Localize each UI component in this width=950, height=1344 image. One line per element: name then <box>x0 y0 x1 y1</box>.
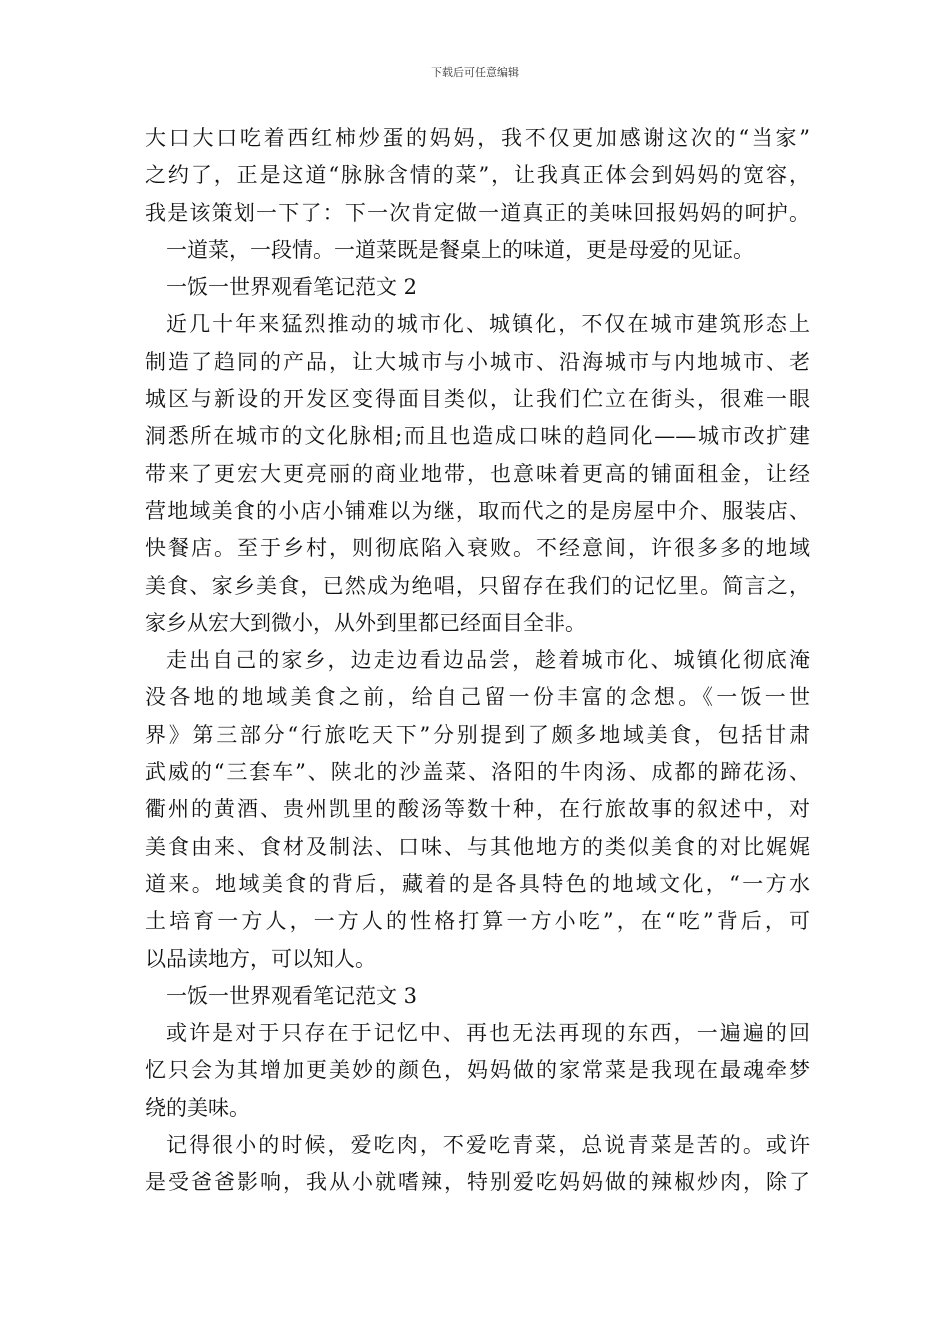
text-line: 美食、家乡美食，已然成为绝唱，只留存在我们的记忆里。简言之， <box>145 573 810 598</box>
text-line: 武威的“三套车”、陕北的沙盖菜、洛阳的牛肉汤、成都的蹄花汤、 <box>145 760 810 785</box>
text-line: 城区与新设的开发区变得面目类似，让我们伫立在街头，很难一眼 <box>145 387 810 412</box>
text-line: 走出自己的家乡，边走边看边品尝，趁着城市化、城镇化彻底淹 <box>166 648 810 673</box>
text-line: 衢州的黄酒、贵州凯里的酸汤等数十种，在行旅故事的叙述中，对 <box>145 797 810 822</box>
text-line: 美食由来、食材及制法、口味、与其他地方的类似美食的对比娓娓 <box>145 834 810 859</box>
text-line: 近几十年来猛烈推动的城市化、城镇化，不仅在城市建筑形态上 <box>166 312 810 337</box>
text-line: 家乡从宏大到微小，从外到里都已经面目全非。 <box>145 610 586 635</box>
text-line: 道来。地域美食的背后，藏着的是各具特色的地域文化，“一方水 <box>145 871 810 896</box>
body-text <box>145 120 810 1202</box>
text-line: 快餐店。至于乡村，则彻底陷入衰败。不经意间，许很多多的地域 <box>145 536 810 561</box>
text-line: 或许是对于只存在于记忆中、再也无法再现的东西，一遍遍的回 <box>166 1021 810 1046</box>
text-line: 是受爸爸影响，我从小就嗜辣，特别爱吃妈妈做的辣椒炒肉，除了 <box>145 1170 810 1195</box>
text-line: 大口大口吃着西红柿炒蛋的妈妈，我不仅更加感谢这次的“当家” <box>145 126 810 150</box>
text-line: 营地域美食的小店小铺难以为继，取而代之的是房屋中介、服装店、 <box>145 498 810 523</box>
text-line: 以品读地方，可以知人。 <box>145 946 376 971</box>
text-line: 一道菜，一段情。一道菜既是餐桌上的味道，更是母爱的见证。 <box>166 237 754 262</box>
text-line: 忆只会为其增加更美妙的颜色，妈妈做的家常菜是我现在最魂牵梦 <box>145 1058 810 1083</box>
text-line: 记得很小的时候，爱吃肉，不爱吃青菜，总说青菜是苦的。或许 <box>166 1133 810 1158</box>
page-header: 下载后可任意编辑 <box>431 66 519 79</box>
text-line: 制造了趋同的产品，让大城市与小城市、沿海城市与内地城市、老 <box>145 349 810 374</box>
text-line: 我是该策划一下了：下一次肯定做一道真正的美味回报妈妈的呵护。 <box>145 200 810 225</box>
text-line: 绕的美味。 <box>145 1095 250 1120</box>
text-line: 没各地的地域美食之前，给自己留一份丰富的念想。《一饭一世 <box>145 685 810 710</box>
text-line: 界》第三部分“行旅吃天下”分别提到了颇多地域美食，包括甘肃 <box>145 722 810 747</box>
text-line: 之约了，正是这道“脉脉含情的菜”，让我真正体会到妈妈的宽容， <box>145 163 810 188</box>
section-heading: 一饭一世界观看笔记范文 3 <box>166 983 418 1008</box>
section-heading: 一饭一世界观看笔记范文 2 <box>166 275 418 300</box>
text-line: 带来了更宏大更亮丽的商业地带，也意味着更高的铺面租金，让经 <box>145 461 810 486</box>
text-line: 土培育一方人，一方人的性格打算一方小吃”，在“吃”背后，可 <box>145 909 810 934</box>
text-line: 洞悉所在城市的文化脉相;而且也造成口味的趋同化——城市改扩建 <box>145 424 810 449</box>
